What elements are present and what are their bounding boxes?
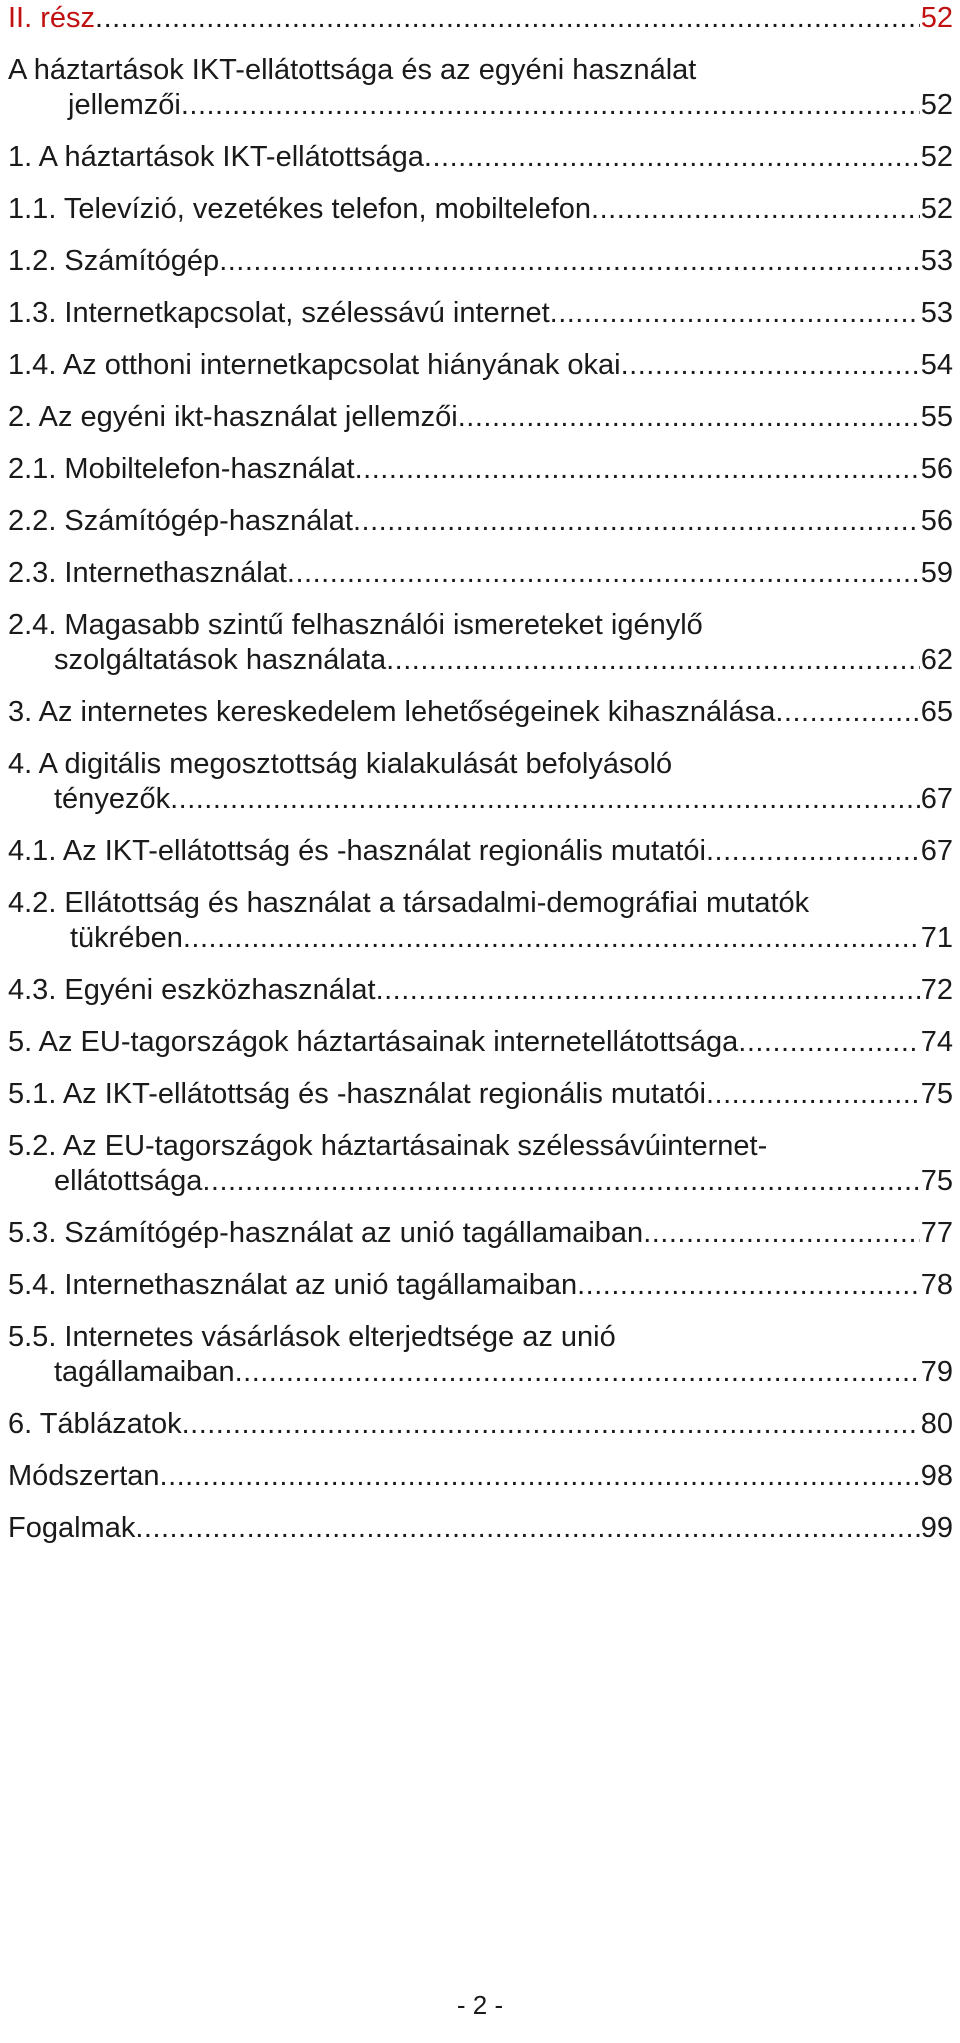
toc-entry-title: tagállamaiban [54,1356,235,1388]
toc-entry[interactable] [8,53,953,123]
toc-page-number: 67 [920,783,953,815]
toc-entry-line [8,348,953,383]
toc-entry[interactable] [8,244,953,279]
toc-entry-title: 2. Az egyéni ikt-használat jellemzői [8,401,458,433]
dot-leader [621,348,920,383]
toc-entry-line [8,973,953,1008]
toc-entry-line [8,244,953,279]
toc-entry-line [8,1320,953,1355]
dot-leader [182,1407,920,1442]
dot-leader [376,973,920,1008]
toc-entry-line [8,1459,953,1494]
toc-entry[interactable] [8,400,953,435]
dot-leader [424,140,920,175]
toc-entry[interactable] [8,608,953,678]
toc-page-number: 52 [920,2,953,34]
dot-leader [775,695,919,730]
toc-entry-title: A háztartások IKT-ellátottsága és az egyéni használat [8,54,697,86]
toc-entry[interactable] [8,747,953,817]
dot-leader [219,244,920,279]
toc-entry-line [8,140,953,175]
toc-entry-title: 1.3. Internetkapcsolat, szélessávú internet [8,297,550,329]
toc-entry-line [8,1025,953,1060]
toc-entry-title: 6. Táblázatok [8,1408,182,1440]
table-of-contents [8,0,953,1546]
toc-entry-title: 5.2. Az EU-tagországok háztartásainak szélessávúinternet- [8,1130,768,1162]
toc-entry[interactable] [8,348,953,383]
toc-entry[interactable] [8,140,953,175]
toc-page-number: 54 [920,349,953,381]
toc-entry-line [8,834,953,869]
toc-entry-title: 5.1. Az IKT-ellátottság és -használat regionális mutatói [8,1078,706,1110]
toc-page-number: 65 [920,696,953,728]
toc-entry-line [8,1511,953,1546]
toc-entry-line [8,1077,953,1112]
dot-leader [591,192,920,227]
toc-entry-title: II. rész [8,2,96,34]
toc-entry-line [8,747,953,782]
toc-entry-continuation [8,88,953,123]
dot-leader [355,452,920,487]
toc-entry-title: 1. A háztartások IKT-ellátottsága [8,141,424,173]
toc-page-number: 52 [920,193,953,225]
toc-entry-line [8,452,953,487]
toc-entry-title: tükrében [70,922,183,954]
toc-page-number: 59 [920,557,953,589]
toc-page-number: 80 [920,1408,953,1440]
toc-entry-line [8,53,953,88]
toc-entry[interactable] [8,695,953,730]
toc-entry[interactable] [8,1,953,36]
toc-entry[interactable] [8,973,953,1008]
toc-entry-title: 5.3. Számítógép-használat az unió tagállamaiban [8,1217,644,1249]
toc-entry[interactable] [8,1459,953,1494]
toc-entry[interactable] [8,886,953,956]
toc-page-number: 56 [920,453,953,485]
toc-page-number: 53 [920,297,953,329]
toc-entry[interactable] [8,504,953,539]
toc-entry-continuation [8,1164,953,1199]
toc-page-number: 79 [920,1356,953,1388]
toc-entry-title: ellátottsága [54,1165,203,1197]
toc-entry-title: 3. Az internetes kereskedelem lehetőségeinek kihasználása [8,696,776,728]
toc-entry-line [8,1,953,36]
toc-entry-title: 5. Az EU-tagországok háztartásainak internetellátottsága [8,1026,739,1058]
toc-entry-title: 1.1. Televízió, vezetékes telefon, mobiltelefon [8,193,592,225]
dot-leader [386,643,920,678]
dot-leader [458,400,920,435]
toc-entry-title: 2.2. Számítógép-használat [8,505,353,537]
toc-page-number: 52 [920,89,953,121]
toc-entry-continuation [8,782,953,817]
toc-entry[interactable] [8,452,953,487]
dot-leader [135,1511,919,1546]
toc-entry[interactable] [8,556,953,591]
toc-entry-line [8,608,953,643]
toc-entry-line [8,296,953,331]
toc-entry-continuation [8,643,953,678]
toc-entry-line [8,556,953,591]
toc-entry-line [8,192,953,227]
toc-page-number: 78 [920,1269,953,1301]
dot-leader [706,834,920,869]
toc-page-number: 56 [920,505,953,537]
toc-entry-title: 2.1. Mobiltelefon-használat [8,453,355,485]
toc-entry[interactable] [8,1129,953,1199]
toc-page-number: 53 [920,245,953,277]
toc-page-number: 75 [920,1078,953,1110]
toc-page-number: 98 [920,1460,953,1492]
toc-page-number: 52 [920,141,953,173]
toc-entry-continuation [8,921,953,956]
toc-entry-line [8,1129,953,1164]
toc-entry[interactable] [8,834,953,869]
toc-entry-title: 4.1. Az IKT-ellátottság és -használat regionális mutatói [8,835,706,867]
toc-entry-title: Fogalmak [8,1512,136,1544]
toc-entry-title: tényezők [54,783,171,815]
toc-entry-title: 5.5. Internetes vásárlások elterjedtsége az unió [8,1321,616,1353]
toc-entry-line [8,504,953,539]
toc-entry[interactable] [8,1268,953,1303]
dot-leader [170,782,920,817]
dot-leader [160,1459,920,1494]
toc-entry-title: 4. A digitális megosztottság kialakulását befolyásoló [8,748,673,780]
dot-leader [235,1355,920,1390]
dot-leader [183,921,920,956]
toc-entry-title: 1.4. Az otthoni internetkapcsolat hiányának okai [8,349,621,381]
toc-entry-line [8,886,953,921]
toc-page-number: 74 [920,1026,953,1058]
toc-entry[interactable] [8,1025,953,1060]
toc-entry[interactable] [8,192,953,227]
toc-page-number: 71 [920,922,953,954]
toc-entry-title: szolgáltatások használata [54,644,387,676]
page-number-footer: - 2 - [456,1990,504,2020]
toc-entry-title: 2.4. Magasabb szintű felhasználói ismereteket igénylő [8,609,703,641]
toc-entry-continuation [8,1355,953,1390]
toc-entry-title: Módszertan [8,1460,160,1492]
toc-entry-line [8,400,953,435]
dot-leader [287,556,920,591]
dot-leader [550,296,920,331]
toc-entry-line [8,695,953,730]
toc-page-number: 55 [920,401,953,433]
dot-leader [202,1164,919,1199]
toc-page-number: 75 [920,1165,953,1197]
toc-entry-line [8,1407,953,1442]
toc-entry-title: 5.4. Internethasználat az unió tagállamaiban [8,1269,578,1301]
toc-entry[interactable] [8,1320,953,1390]
toc-entry-title: 4.3. Egyéni eszközhasználat [8,974,376,1006]
toc-entry-title: jellemzői [68,89,181,121]
toc-entry-title: 1.2. Számítógép [8,245,220,277]
dot-leader [577,1268,920,1303]
dot-leader [643,1216,920,1251]
dot-leader [353,504,920,539]
toc-entry-title: 2.3. Internethasználat [8,557,287,589]
dot-leader [706,1077,920,1112]
toc-page-number: 99 [920,1512,953,1544]
dot-leader [738,1025,919,1060]
toc-page-number: 62 [920,644,953,676]
dot-leader [95,1,920,36]
toc-entry-line [8,1216,953,1251]
toc-entry[interactable] [8,1407,953,1442]
toc-entry-line [8,1268,953,1303]
toc-entry[interactable] [8,1077,953,1112]
toc-entry[interactable] [8,1216,953,1251]
toc-entry[interactable] [8,296,953,331]
toc-entry-title: 4.2. Ellátottság és használat a társadalmi-demográfiai mutatók [8,887,810,919]
toc-page-number: 72 [920,974,953,1006]
toc-page-number: 77 [920,1217,953,1249]
dot-leader [181,88,920,123]
toc-entry[interactable] [8,1511,953,1546]
toc-page-number: 67 [920,835,953,867]
